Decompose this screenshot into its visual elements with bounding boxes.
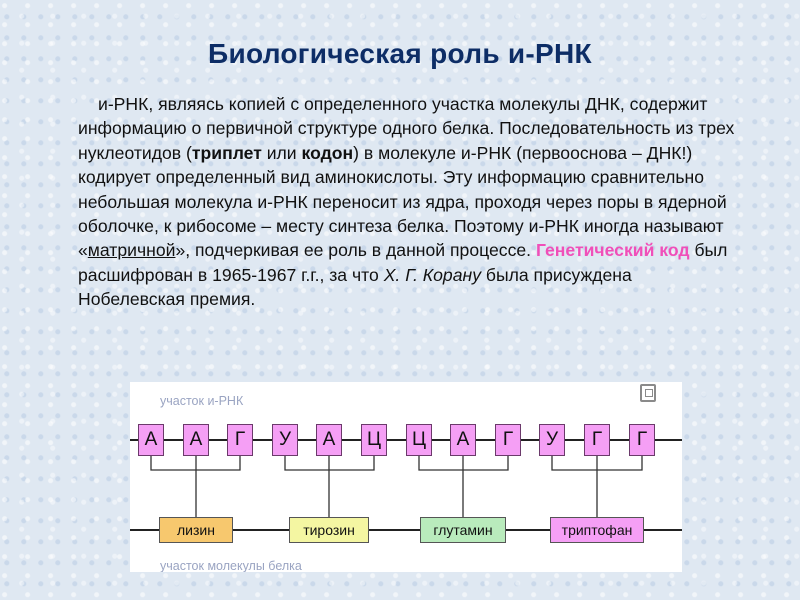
amino-acid-4: триптофан bbox=[550, 517, 644, 543]
nucleotide-10: У bbox=[539, 424, 565, 456]
nucleotide-5: А bbox=[316, 424, 342, 456]
nucleotide-8: А bbox=[450, 424, 476, 456]
text-part-3: », подчеркивая ее роль в данной процессе. bbox=[175, 240, 536, 261]
codon-bracket-1 bbox=[151, 456, 240, 517]
term-matrix: матричной bbox=[87, 240, 176, 261]
protein-segment-label: участок молекулы белка bbox=[160, 559, 302, 572]
codon-bracket-4 bbox=[552, 456, 642, 517]
translation-diagram bbox=[130, 382, 682, 572]
text-part-4: был расшифрован в 1965-1967 г.г., за что bbox=[78, 240, 728, 285]
nucleotide-3: Г bbox=[227, 424, 253, 456]
nucleotide-6: Ц bbox=[361, 424, 387, 456]
slide-title: Биологическая роль и-РНК bbox=[208, 38, 592, 69]
codon-bracket-2 bbox=[285, 456, 374, 517]
term-codon: кодон bbox=[301, 142, 354, 163]
codon-bracket-3 bbox=[419, 456, 508, 517]
codon-connectors bbox=[130, 382, 682, 572]
mrna-segment-label: участок и-РНК bbox=[160, 394, 244, 408]
amino-acid-2: тирозин bbox=[289, 517, 369, 543]
text-part-5: была присуждена Нобелевская премия. bbox=[78, 264, 632, 310]
amino-acid-1: лизин bbox=[159, 517, 233, 543]
amino-acid-3: глутамин bbox=[420, 517, 506, 543]
text-part-2: ) в молекуле и-РНК (первооснова – ДНК!) кодирует определенный вид аминокислоты. Эту информацию сравнительно небольшая молекула и-РНК переносит из ядра, проходя через поры в ядерной оболочке, к рибосоме – месту синтеза белка. Поэтому и-РНК иногда называют « bbox=[78, 142, 727, 261]
name-korana: Х. Г. Корану bbox=[383, 264, 481, 285]
nucleotide-12: Г bbox=[629, 424, 655, 456]
body-paragraph bbox=[78, 92, 738, 312]
nucleotide-11: Г bbox=[584, 424, 610, 456]
nucleotide-9: Г bbox=[495, 424, 521, 456]
term-genetic-code: Генетический код bbox=[535, 240, 690, 261]
term-triplet: триплет bbox=[191, 142, 262, 163]
nucleotide-2: А bbox=[183, 424, 209, 456]
nucleotide-7: Ц bbox=[406, 424, 432, 456]
text-part-1: и-РНК, являясь копией с определенного участка молекулы ДНК, содержит информацию о первичной структуре одного белка. Последовательность из трех нуклеотидов ( bbox=[78, 94, 735, 163]
text-or: или bbox=[261, 142, 302, 163]
nucleotide-4: У bbox=[272, 424, 298, 456]
nucleotide-1: А bbox=[138, 424, 164, 456]
